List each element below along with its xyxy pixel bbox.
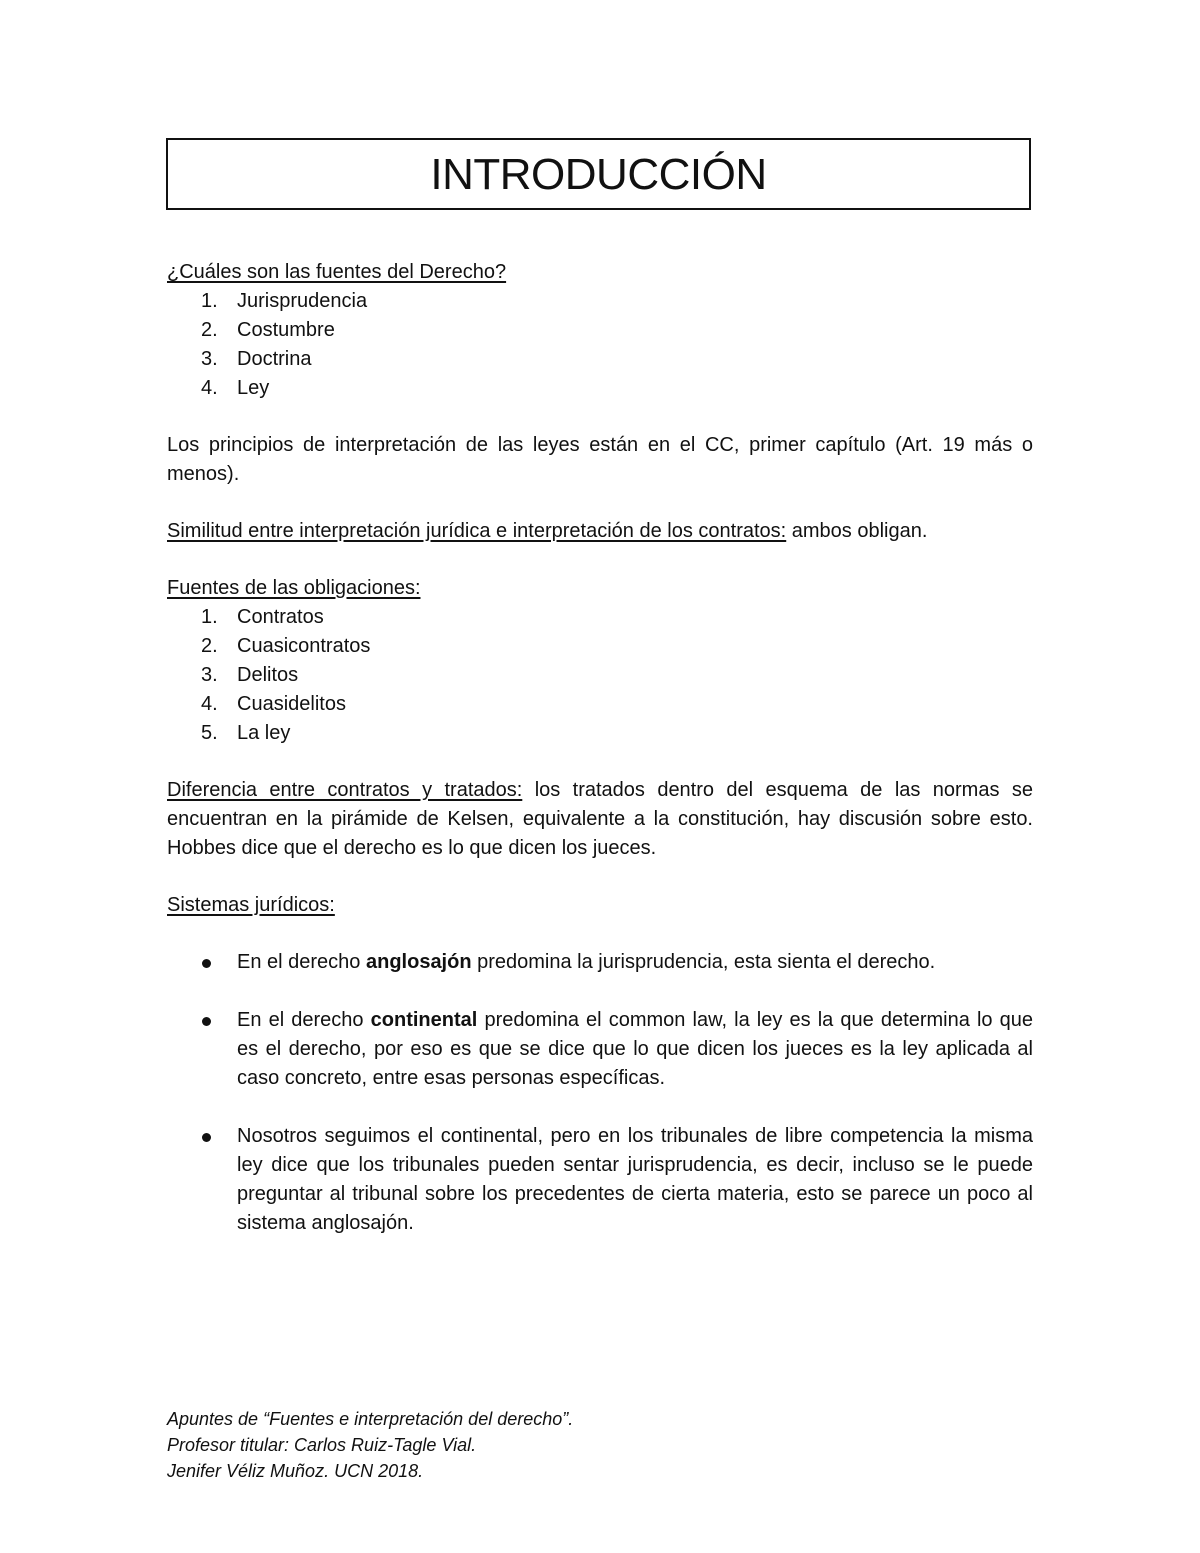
sources-question [167,258,1033,287]
list-item [167,1122,1033,1238]
systems-heading [167,891,1033,920]
sources-list [167,287,1033,403]
list-item-text: Cuasidelitos [237,693,346,715]
list-item [167,345,1033,374]
list-item [167,603,1033,632]
list-number: 3. [201,348,218,370]
footer-line: Jenifer Véliz Muñoz. UCN 2018. [167,1461,424,1481]
list-number: 1. [201,606,218,628]
similarity-heading: Similitud entre interpretación jurídica e interpretación de los contratos: [167,520,787,542]
footer-note [167,1406,573,1484]
list-number: 4. [201,377,218,399]
bullet-bold-term: anglosajón [365,951,472,973]
difference-text: los tratados dentro del esquema de las normas se encuentran en la pirámide de Kelsen, equivalente a la constitución, hay discusión sobre esto. Hobbes dice que el derecho es lo que dicen los jueces. [167,779,1033,859]
list-item [167,316,1033,345]
obligations-heading [167,574,1033,603]
bullet-icon [202,1133,211,1142]
bullet-text-before: Nosotros seguimos el continental, pero en los tribunales de libre competencia la misma ley dice que los tribunales pueden sentar jurisprudencia, es decir, incluso se le puede preguntar al tribunal sobre los precedentes de cierta materia, esto se parece un poco al sistema anglosajón. [237,1125,1033,1234]
title-box [166,138,1031,210]
list-item-text: Doctrina [237,348,312,370]
list-item [167,374,1033,403]
footer-line: Apuntes de “Fuentes e interpretación del derecho”. [167,1409,574,1429]
bullet-text-after: predomina la jurisprudencia, esta sienta el derecho. [471,951,936,973]
bullet-text-before: En el derecho [237,1009,371,1031]
sources-question-text: ¿Cuáles son las fuentes del Derecho? [167,261,507,283]
list-item-text: Cuasicontratos [237,635,371,657]
page-title: INTRODUCCIÓN [430,150,767,199]
document-body [167,258,1033,1267]
list-item-text: Ley [237,377,270,399]
bullet-text-after: predomina el common law, la ley es la que determina lo que es el derecho, por eso es que se dice que lo que dicen los jueces es la ley aplicada al caso concreto, entre esas personas específicas. [237,1009,1033,1089]
systems-bullet-list [167,948,1033,1238]
systems-heading-text: Sistemas jurídicos: [167,894,335,916]
list-item [167,632,1033,661]
list-item [167,948,1033,977]
obligations-heading-text: Fuentes de las obligaciones: [167,577,421,599]
list-item [167,690,1033,719]
list-number: 4. [201,693,218,715]
bullet-bold-term: continental [370,1009,478,1031]
list-item-text: Delitos [237,664,299,686]
list-item [167,287,1033,316]
list-item-text: La ley [237,722,291,744]
list-item-text: Jurisprudencia [237,290,368,312]
list-number: 5. [201,722,218,744]
list-number: 2. [201,319,218,341]
obligations-list [167,603,1033,748]
difference-heading: Diferencia entre contratos y tratados: [167,779,523,801]
similarity-text: ambos obligan. [786,520,928,542]
difference-paragraph [167,776,1033,863]
list-item-text: Costumbre [237,319,335,341]
interpretation-paragraph: Los principios de interpretación de las leyes están en el CC, primer capítulo (Art. 19 más o menos). [167,434,1033,485]
list-number: 2. [201,635,218,657]
list-item-text: Contratos [237,606,324,628]
list-item [167,1006,1033,1093]
list-item [167,661,1033,690]
bullet-text-before: En el derecho [237,951,366,973]
list-item [167,719,1033,748]
bullet-icon [202,959,211,968]
footer-line: Profesor titular: Carlos Ruiz-Tagle Vial. [167,1435,477,1455]
similarity-paragraph [167,517,1033,546]
list-number: 1. [201,290,218,312]
list-number: 3. [201,664,218,686]
bullet-icon [202,1017,211,1026]
